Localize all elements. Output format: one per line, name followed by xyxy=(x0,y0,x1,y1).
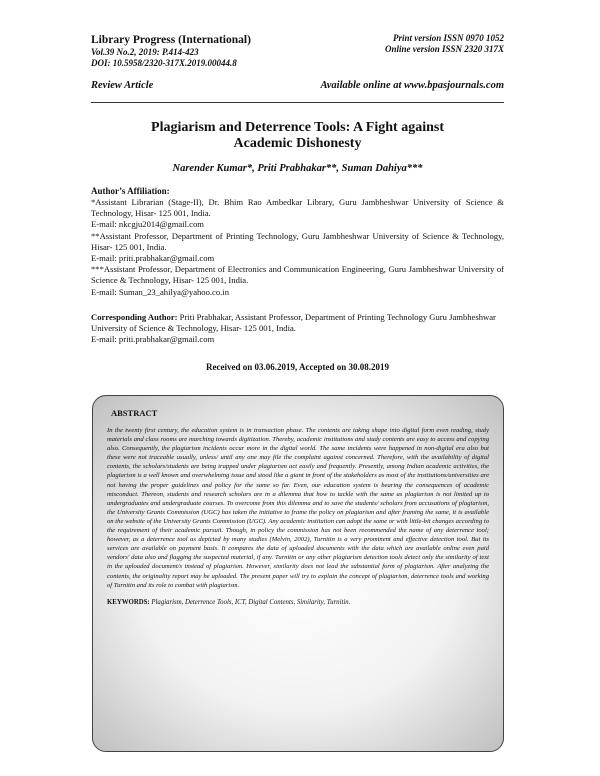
corresponding-text: Priti Prabhakar, Assistant Professor, Department of Printing Technology Guru Jambheshwar University of Science & Technology, Hisar- 125 001, India. xyxy=(91,312,496,334)
title-line-2: Academic Dishonesty xyxy=(233,136,362,151)
affiliation-block xyxy=(91,197,504,298)
affiliation-email: E-mail: nkcgju2014@gmail.com xyxy=(91,219,204,230)
article-meta-row xyxy=(91,80,504,91)
header-divider xyxy=(91,102,504,103)
online-issn: Online version ISSN 2320 317X xyxy=(384,44,504,54)
affiliation-line: **Assistant Professor, Department of Printing Technology, Guru Jambheshwar University of Science & Technology, Hisar- 125 001, India. xyxy=(91,230,504,252)
journal-volume: Vol.39 No.2, 2019: P.414-423 xyxy=(91,47,199,57)
keywords-line xyxy=(107,599,489,606)
print-issn: Print version ISSN 0970 1052 xyxy=(392,33,504,43)
received-dates: Received on 03.06.2019, Accepted on 30.08.2019 xyxy=(206,362,389,372)
affiliation-email: E-mail: Suman_23_ahilya@yahoo.co.in xyxy=(91,286,229,297)
available-online: Available online at www.bpasjournals.com xyxy=(320,80,504,91)
abstract-text: In the twenty first century, the education system is in transaction phase. The contents are taking shape into digital form even reading, study materials and class rooms are marching towards digitization. Thereby, academic institutions and study contents are easy to access and copying also. Consequently, the plagiarism incidents occur more in the digital world. The same incidents were happened in non-digital era also but these were not traceable usually, unless/ until any one may file the complaint against concerned. Therefore, with the availability of digital contents, the scholars/students are being trapped under plagiarism act easily and frequently. Presently, among Indian academic activities, the plagiarism is a well known and overwhelming issue and stood like a giant in front of the stakeholders as most of the institutions/universities are not having the proper guidelines and policy for the same so far. Even, our education system is bearing the consequences of academic misconduct. Thereon, students and research scholars are in a dilemma that how to tackle with the same as plagiarism is not limited up to undergraduates and undergraduate courses. To overcome from this dilemma and to save the students/ scholars from accusations of plagiarism, the University Grants Commission (UGC) has taken the initiative to frame the policy on plagiarism and after framing the same, it is available on the website of the University Grants Commission (UGC). Any academic institution can adopt the same or with little-bit changes according to the requirement of their academic pursuit. Though, in policy the commission has not been recommended the name of any deterrence tool; however, as a deterrence tool as depicted by many studies (Melvin, 2002), Turnitin is a very prominent and effective detection tool. But its services are available on payment basis. It compares the data of uploaded documents with the data which are available online even paid vendors' data also and flagging the suspected material, if any. Turnitin or any other plagiarism detection tools detect only the similarity of text in the uploaded document/s instead of plagiarism. However, similarity does not lead the substantial form of plagiarism. After analyzing the contents, the originality report may be uploaded. The present paper will try to explain the concept of plagiarism, deterrence tools and working of Turnitin and its role to combat with plagiarism. xyxy=(107,427,489,589)
keywords-text: Plagiarism, Deterrence Tools, ICT, Digital Contents, Similarity, Turnitin. xyxy=(149,598,351,606)
affiliation-line: ***Assistant Professor, Department of Electronics and Communication Engineering, Guru Jambheshwar University of Science & Technology, Hisar- 125 001, India. xyxy=(91,264,504,286)
journal-name: Library Progress (International) xyxy=(91,34,251,46)
affiliation-email: E-mail: priti.prabhakar@gmail.com xyxy=(91,253,215,264)
author-list: Narender Kumar*, Priti Prabhakar**, Suman Dahiya*** xyxy=(172,163,423,174)
corresponding-email: E-mail: priti.prabhakar@gmail.com xyxy=(91,334,215,345)
journal-doi: DOI: 10.5958/2320-317X.2019.00044.8 xyxy=(91,58,237,68)
corresponding-author-block xyxy=(91,312,504,346)
abstract-heading: ABSTRACT xyxy=(111,408,158,418)
affiliation-line: *Assistant Librarian (Stage-II), Dr. Bhim Rao Ambedkar Library, Guru Jambheshwar University of Science & Technology, Hisar- 125 001, India. xyxy=(91,197,504,219)
title-line-1: Plagiarism and Deterrence Tools: A Fight against xyxy=(151,120,444,135)
paper-title xyxy=(91,120,504,152)
abstract-box xyxy=(92,395,504,752)
corresponding-label: Corresponding Author: xyxy=(91,312,178,322)
keywords-label: KEYWORDS: xyxy=(107,598,150,606)
journal-header-right xyxy=(385,33,504,55)
affiliation-heading: Author’s Affiliation: xyxy=(91,186,170,196)
article-type: Review Article xyxy=(91,80,154,91)
journal-header-left xyxy=(91,33,251,69)
